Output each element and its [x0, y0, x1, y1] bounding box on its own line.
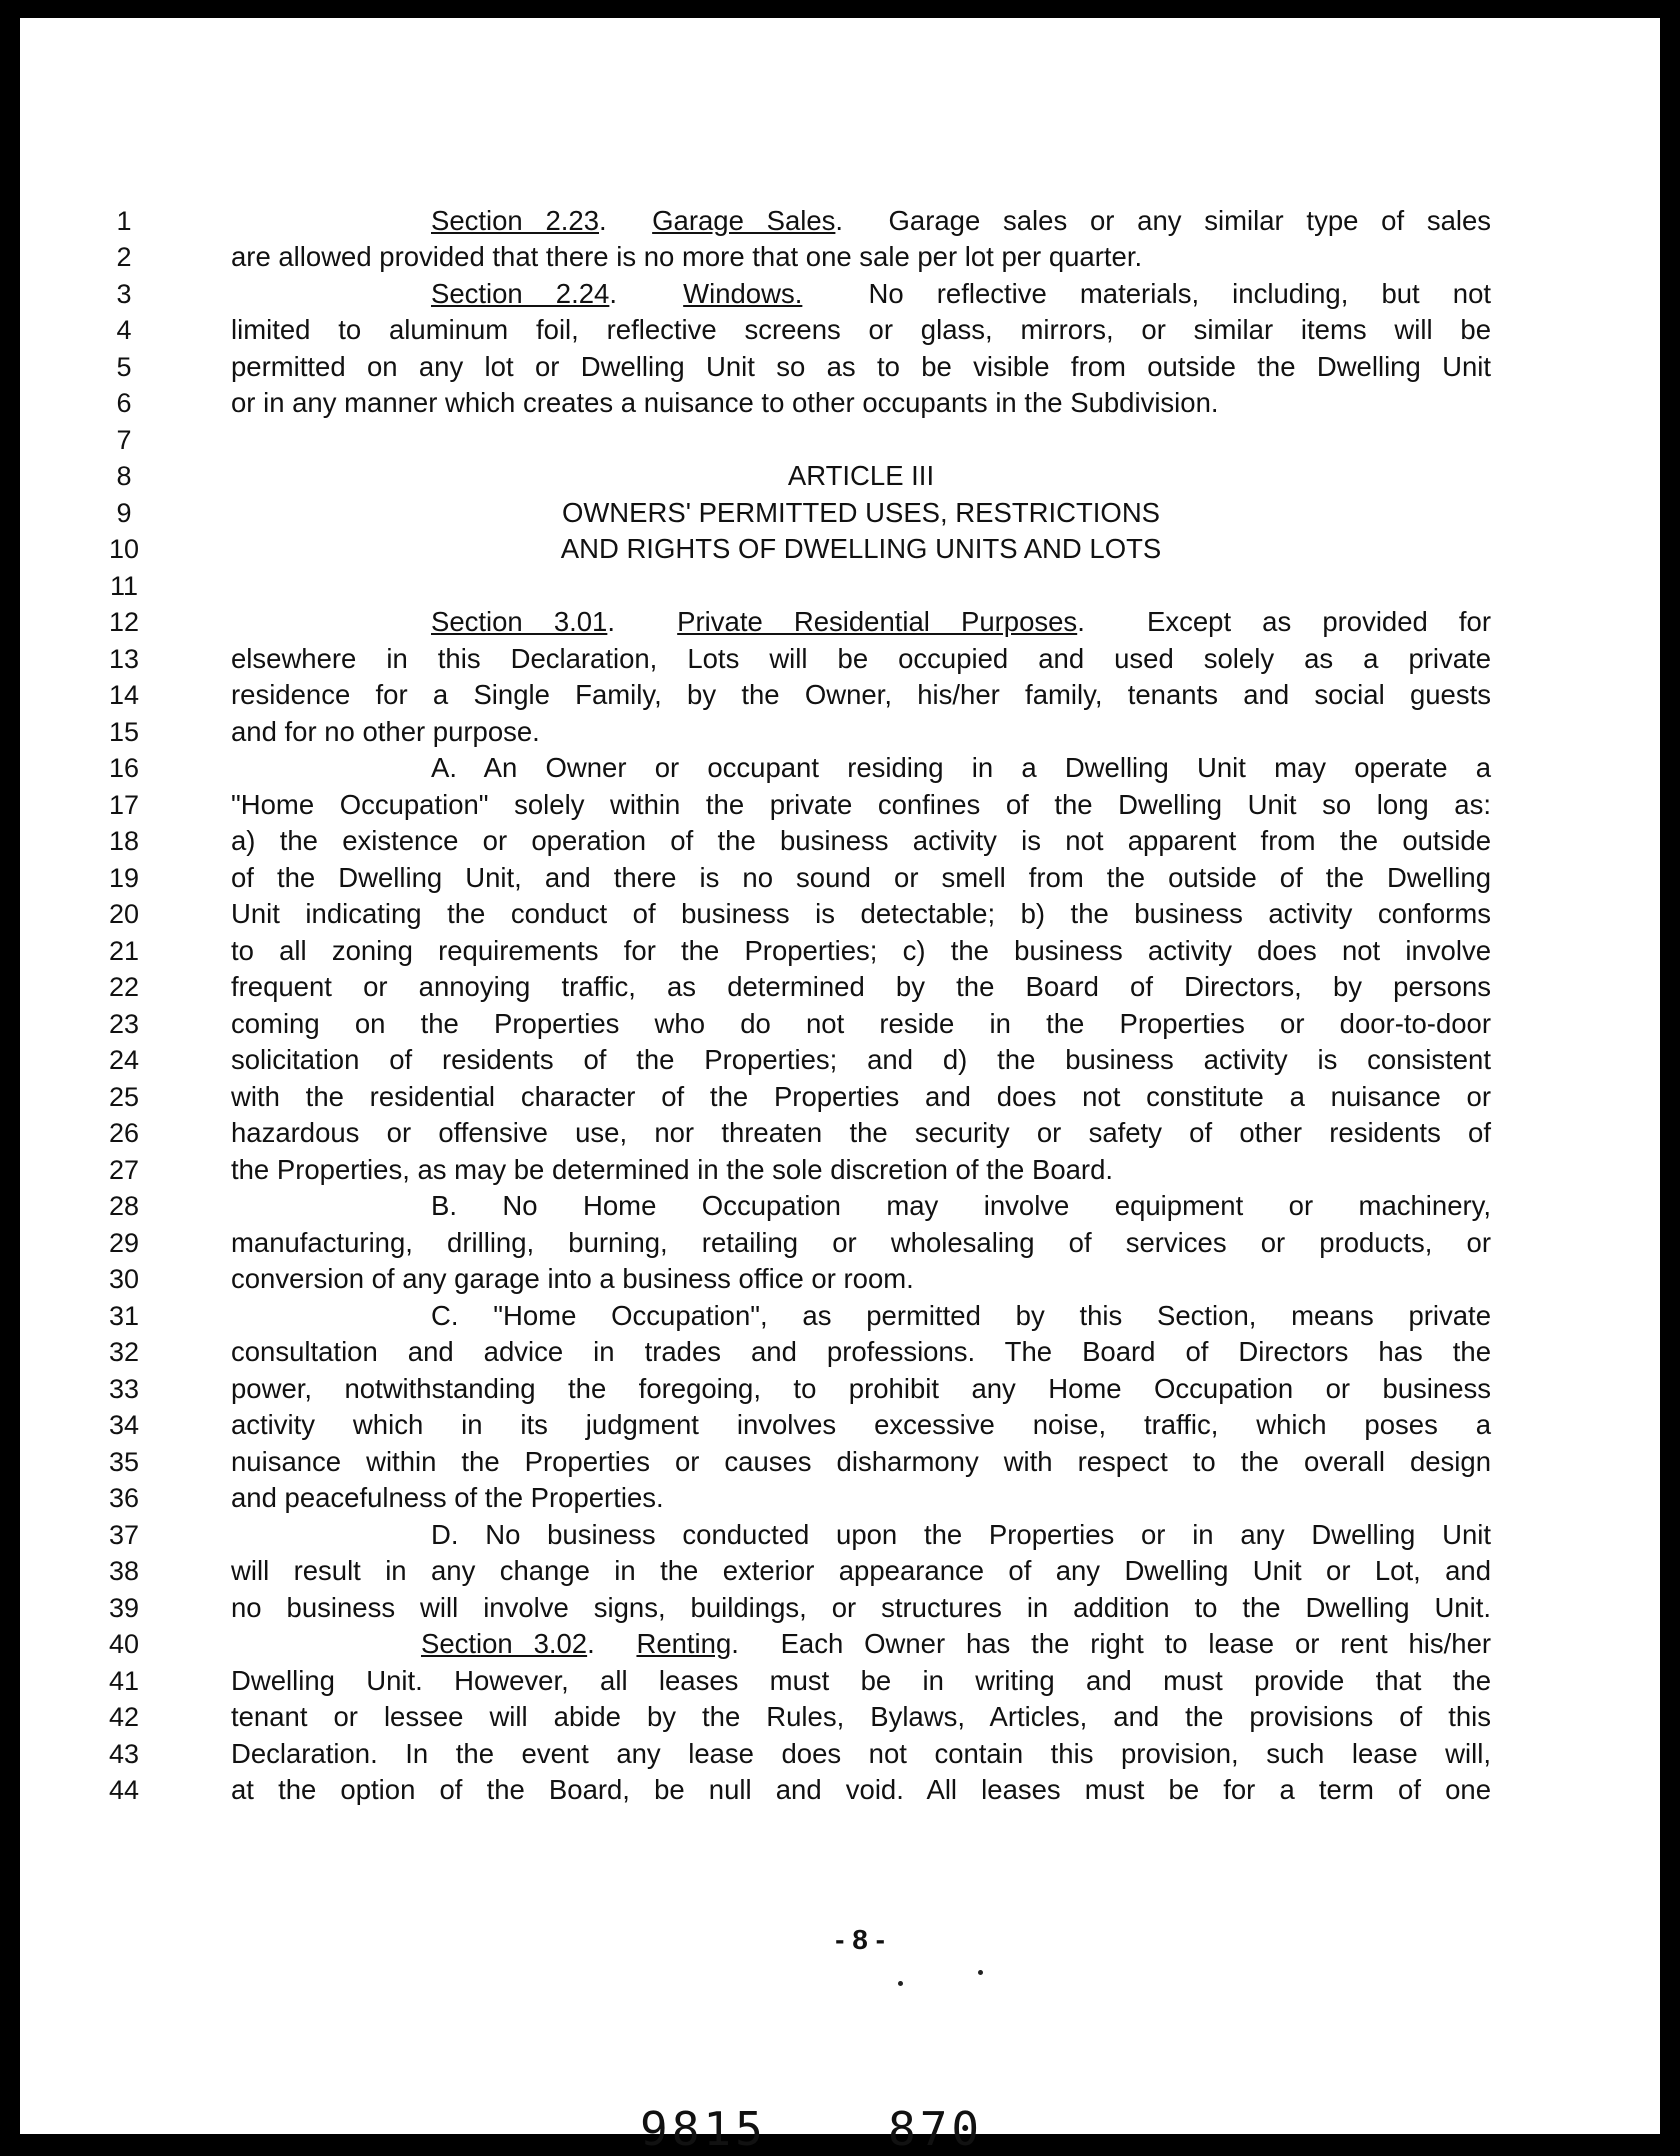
line-20: Unit indicating the conduct of business is detectable; b) the business activity conforms — [231, 898, 1491, 929]
line-26: hazardous or offensive use, nor threaten the security or safety of other residents of — [231, 1117, 1491, 1148]
article-title: ARTICLE III — [787, 460, 935, 491]
line-3-text: No reflective materials, including, but not — [868, 278, 1491, 309]
line-25: with the residential character of the Properties and does not constitute a nuisance or — [231, 1081, 1491, 1112]
line-number: 14 — [108, 680, 140, 710]
line-number: 31 — [108, 1301, 140, 1331]
line-37: D. No business conducted upon the Properties or in any Dwelling Unit — [431, 1519, 1491, 1550]
article-subtitle-1: OWNERS' PERMITTED USES, RESTRICTIONS — [561, 497, 1161, 528]
line-number: 32 — [108, 1337, 140, 1367]
line-19: of the Dwelling Unit, and there is no sound or smell from the outside of the Dwelling — [231, 862, 1491, 893]
recording-stamp-book: 9815 — [640, 2102, 767, 2156]
page-number: - 8 - — [835, 1924, 885, 1955]
line-number: 9 — [116, 498, 132, 528]
line-number: 2 — [116, 242, 132, 272]
line-number: 38 — [108, 1556, 140, 1586]
line-number: 13 — [108, 644, 140, 674]
line-3: Section 2.24. Windows. No reflective materials, including, but not — [431, 278, 1491, 309]
line-number: 35 — [108, 1447, 140, 1477]
section-3-01-heading: Section 3.01 — [431, 606, 608, 637]
line-14: residence for a Single Family, by the Owner, his/her family, tenants and social guests — [231, 679, 1491, 710]
line-30: conversion of any garage into a business office or room. — [231, 1263, 914, 1294]
scan-speck — [978, 1970, 983, 1975]
line-17: "Home Occupation" solely within the private confines of the Dwelling Unit so long as: — [231, 789, 1491, 820]
line-44: at the option of the Board, be null and void. All leases must be for a term of one — [231, 1774, 1491, 1805]
recording-stamp-page: 870 — [888, 2102, 984, 2156]
line-12: Section 3.01. Private Residential Purposes. Except as provided for — [431, 606, 1491, 637]
line-number: 7 — [116, 425, 132, 455]
line-12-text: Except as provided for — [1147, 606, 1491, 637]
line-40: Section 3.02. Renting. Each Owner has the right to lease or rent his/her — [421, 1628, 1492, 1659]
line-number: 37 — [108, 1520, 140, 1550]
line-22: frequent or annoying traffic, as determined by the Board of Directors, by persons — [231, 971, 1491, 1002]
line-33: power, notwithstanding the foregoing, to prohibit any Home Occupation or business — [231, 1373, 1491, 1404]
line-number: 26 — [108, 1118, 140, 1148]
line-number: 34 — [108, 1410, 140, 1440]
line-6: or in any manner which creates a nuisance to other occupants in the Subdivision. — [231, 387, 1219, 418]
line-number: 28 — [108, 1191, 140, 1221]
line-35: nuisance within the Properties or causes disharmony with respect to the overall design — [231, 1446, 1491, 1477]
line-number: 36 — [108, 1483, 140, 1513]
line-number: 30 — [108, 1264, 140, 1294]
line-number: 10 — [108, 534, 140, 564]
line-41: Dwelling Unit. However, all leases must be in writing and must provide that the — [231, 1665, 1491, 1696]
line-28: B. No Home Occupation may involve equipment or machinery, — [431, 1190, 1491, 1221]
line-number: 22 — [108, 972, 140, 1002]
line-2: are allowed provided that there is no more that one sale per lot per quarter. — [231, 241, 1143, 272]
line-1: Section 2.23. Garage Sales. Garage sales or any similar type of sales — [431, 205, 1492, 236]
line-number: 27 — [108, 1155, 140, 1185]
line-23: coming on the Properties who do not reside in the Properties or door-to-door — [231, 1008, 1491, 1039]
line-number: 4 — [116, 315, 132, 345]
line-number: 29 — [108, 1228, 140, 1258]
line-15: and for no other purpose. — [231, 716, 540, 747]
line-43: Declaration. In the event any lease does not contain this provision, such lease will, — [231, 1738, 1491, 1769]
scan-speck — [898, 1981, 903, 1986]
line-number: 18 — [108, 826, 140, 856]
line-21: to all zoning requirements for the Properties; c) the business activity does not involve — [231, 935, 1491, 966]
line-number: 40 — [108, 1629, 140, 1659]
line-number: 21 — [108, 936, 140, 966]
line-1-text: Garage sales or any similar type of sales — [888, 205, 1492, 236]
section-3-02-heading: Section 3.02 — [421, 1628, 588, 1659]
line-number: 20 — [108, 899, 140, 929]
line-number: 1 — [116, 206, 132, 236]
section-2-24-heading: Section 2.24 — [431, 278, 610, 309]
line-13: elsewhere in this Declaration, Lots will be occupied and used solely as a private — [231, 643, 1491, 674]
line-number: 24 — [108, 1045, 140, 1075]
line-40-text: Each Owner has the right to lease or rent his/her — [780, 1628, 1492, 1659]
section-3-01-title: Private Residential Purposes — [677, 606, 1078, 637]
line-number: 5 — [116, 352, 132, 382]
line-39: no business will involve signs, buildings, or structures in addition to the Dwelling Unit. — [231, 1592, 1491, 1623]
line-36: and peacefulness of the Properties. — [231, 1482, 664, 1513]
line-number: 15 — [108, 717, 140, 747]
line-29: manufacturing, drilling, burning, retailing or wholesaling of services or products, or — [231, 1227, 1491, 1258]
line-31: C. "Home Occupation", as permitted by this Section, means private — [431, 1300, 1491, 1331]
line-number: 43 — [108, 1739, 140, 1769]
line-number: 44 — [108, 1775, 140, 1805]
line-34: activity which in its judgment involves excessive noise, traffic, which poses a — [231, 1409, 1491, 1440]
line-number: 19 — [108, 863, 140, 893]
line-4: limited to aluminum foil, reflective screens or glass, mirrors, or similar items will be — [231, 314, 1491, 345]
article-subtitle-2: AND RIGHTS OF DWELLING UNITS AND LOTS — [560, 533, 1162, 564]
line-number: 39 — [108, 1593, 140, 1623]
line-number: 23 — [108, 1009, 140, 1039]
line-5: permitted on any lot or Dwelling Unit so as to be visible from outside the Dwelling Unit — [231, 351, 1491, 382]
section-2-23-title: Garage Sales — [652, 205, 836, 236]
line-24: solicitation of residents of the Properties; and d) the business activity is consistent — [231, 1044, 1491, 1075]
line-number: 11 — [109, 571, 139, 601]
line-number: 42 — [108, 1702, 140, 1732]
line-16: A. An Owner or occupant residing in a Dwelling Unit may operate a — [431, 752, 1491, 783]
line-number: 12 — [108, 607, 140, 637]
line-18: a) the existence or operation of the business activity is not apparent from the outside — [231, 825, 1491, 856]
line-number: 17 — [108, 790, 140, 820]
line-38: will result in any change in the exterior appearance of any Dwelling Unit or Lot, and — [231, 1555, 1491, 1586]
line-number: 33 — [108, 1374, 140, 1404]
line-32: consultation and advice in trades and professions. The Board of Directors has the — [231, 1336, 1491, 1367]
section-2-24-title: Windows. — [683, 278, 803, 309]
line-number: 3 — [116, 279, 132, 309]
line-number: 16 — [108, 753, 140, 783]
line-42: tenant or lessee will abide by the Rules, Bylaws, Articles, and the provisions of this — [231, 1701, 1491, 1732]
document-page — [20, 18, 1660, 2156]
line-number: 25 — [108, 1082, 140, 1112]
section-3-02-title: Renting — [636, 1628, 732, 1659]
line-27: the Properties, as may be determined in the sole discretion of the Board. — [231, 1154, 1114, 1185]
section-2-23-heading: Section 2.23 — [431, 205, 599, 236]
line-number: 41 — [108, 1666, 140, 1696]
line-number: 8 — [116, 461, 132, 491]
line-number: 6 — [116, 388, 132, 418]
